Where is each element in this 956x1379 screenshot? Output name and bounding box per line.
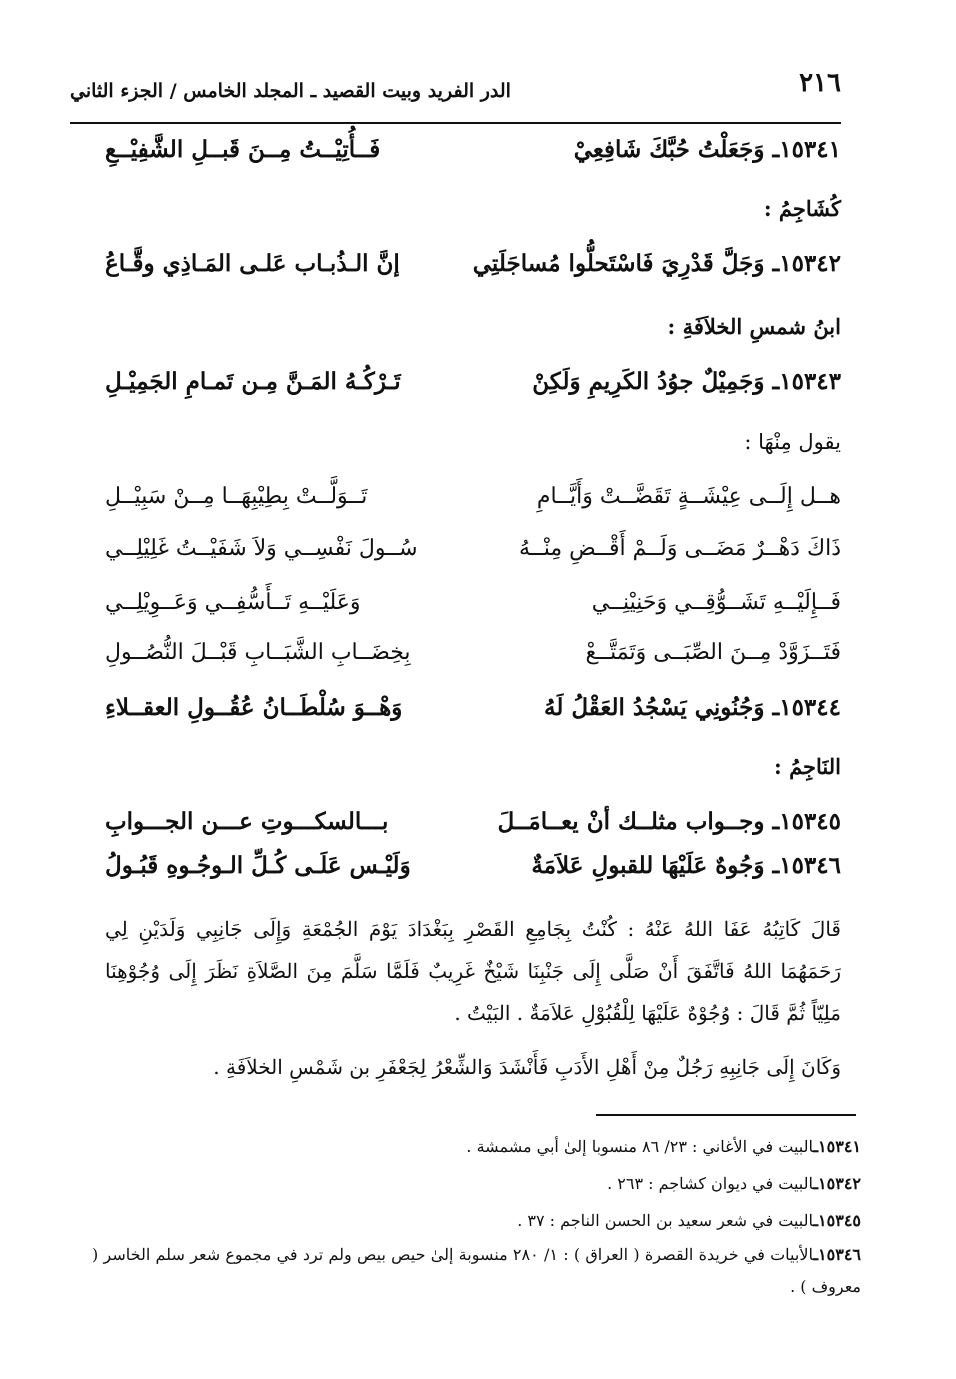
poet-name: كُشَاجِمُ : xyxy=(763,196,841,221)
page-number: ٢١٦ xyxy=(799,68,841,98)
verse-number: ١٥٣٤٤ـ xyxy=(772,694,841,721)
verse-first-hemistich: هــل إِلَــى عِيْشَــةٍ تَقَضَّــتْ وَأَيَّــامِ xyxy=(536,484,841,509)
verse-second-hemistich: فَــأُتِيْــتُ مِــنَ قَبــلِ الشَّفِيْــعِ xyxy=(105,136,381,163)
page-header xyxy=(70,64,841,114)
footnote-number: ١٥٣٤١ـ xyxy=(813,1137,861,1156)
poem-line xyxy=(105,640,841,690)
verse-first-hemistich: وَجَعَلْتُ حُبَّكَ شَافِعِيْ xyxy=(573,136,765,163)
verse-15345 xyxy=(105,808,841,858)
verse-15343 xyxy=(105,368,841,418)
verse-15342 xyxy=(105,250,841,300)
prose-paragraph: وَكَانَ إِلَى جَانِبِهِ رَجُلٌ مِنْ أَهْلِ الأَدَبِ فَأَنْشَدَ وَالشِّعْرُ لِجَعْفَرِ بن شَمْسِ الخلاَفَةِ . xyxy=(213,1055,841,1079)
verse-15344 xyxy=(105,694,841,744)
footnote xyxy=(92,1239,861,1303)
verse-second-hemistich: سُــولَ نَفْسِــي وَلاَ شَفَيْــتُ غَلِيْلِــي xyxy=(105,536,418,561)
poet-name: ابنُ شمسِ الخلاَفَةِ : xyxy=(667,314,841,339)
verse-first-hemistich: وجــواب مثلــك أنْ يعــامَــلَ xyxy=(497,808,765,835)
verse-number: ١٥٣٤١ـ xyxy=(772,136,841,163)
footnote-text: البيت في الأغاني : ٢٣/ ٨٦ منسوبا إلىٰ أبي مشمشة . xyxy=(466,1137,814,1156)
verse-second-hemistich: وَهْــوَ سُلْطَــانُ عُقُــولِ العقــلاءِ xyxy=(105,694,403,721)
poem-line xyxy=(105,484,841,534)
prose-paragraph: قَالَ كَاتِبُهُ عَفَا اللهُ عَنْهُ : كُنْتُ بِجَامِعِ القَصْرِ بِبَغْدَادَ يَوْمَ الجُمْعَةِ وَإِلَى جَانِبِي وَلَدَيْنِ لِي رَحَمَهُمَا اللهُ فَاتَّفَقَ أَنْ صَلَّى إِلَى جَنْبِنَا شَيْخٌ غَرِيبٌ فَلَمَّا سَلَّمَ مِنَ الصَّلاَةِ نَظَرَ إِلَى وُجُوْهِنَا مَلِيّاً ثُمَّ قَالَ : وُجُوْهٌ عَلَيْهَا لِلْقُبُوْلِ عَلاَمَةٌ . البَيْتُ . xyxy=(105,917,841,1025)
footnote-rule xyxy=(596,1114,856,1116)
verse-second-hemistich: بِخِضَــابِ الشَّبَــابِ قَبْــلَ النُّصُــولِ xyxy=(105,640,411,665)
verse-number: ١٥٣٤٢ـ xyxy=(772,250,841,277)
verse-number: ١٥٣٤٥ـ xyxy=(772,808,841,835)
prose-block xyxy=(105,908,841,1088)
verse-number: ١٥٣٤٦ـ xyxy=(772,852,841,879)
poet-name: النَاجِمُ : xyxy=(774,754,841,779)
footnote-number: ١٥٣٤٦ـ xyxy=(813,1245,861,1264)
poem-line xyxy=(105,536,841,586)
poem-line xyxy=(105,590,841,640)
footnote xyxy=(92,1128,861,1165)
verse-first-hemistich: فَتَــزَوَّدْ مِــنَ الصِّبَــى وَتَمَتَّــعْ xyxy=(585,640,841,665)
verse-15346 xyxy=(105,852,841,902)
footnote xyxy=(92,1165,861,1202)
verse-first-hemistich: فَــإِلَيْــهِ تَشَــوُّقِــي وَحَنِيْنِــي xyxy=(591,590,841,615)
verse-first-hemistich: وَجُنُونِي يَسْجُدُ العَقْلُ لَهُ xyxy=(543,694,765,721)
footnote-text: البيت في ديوان كشاجم : ٢٦٣ . xyxy=(607,1174,814,1193)
verse-number: ١٥٣٤٣ـ xyxy=(772,368,841,395)
footnotes xyxy=(92,1128,861,1303)
verse-first-hemistich: وَجَلَّ قَدْرِيَ فَاسْتَحلُّوا مُساجَلَتِي xyxy=(472,250,765,277)
footnote-text: الأبيات في خريدة القصرة ( العراق ) : ١/ ٢٨٠ منسوبة إلىٰ حيص بيص ولم ترد في مجموع شعر سلم الخاسر ( معروف ) . xyxy=(92,1245,861,1296)
running-title: الدر الفريد وبيت القصيد ـ المجلد الخامس / الجزء الثاني xyxy=(70,80,511,102)
verse-first-hemistich: وَجَمِيْلٌ جوُدُ الكَرِيمِ وَلَكِنْ xyxy=(532,368,765,395)
header-rule xyxy=(70,122,841,124)
verse-second-hemistich: وَعَلَيْــهِ تَــأَسُّفِــي وَعَــوِيْلِــي xyxy=(105,590,361,615)
footnote-text: البيت في شعر سعيد بن الحسن الناجم : ٣٧ . xyxy=(517,1211,814,1230)
intro-line: يقول مِنْهَا : xyxy=(744,430,841,454)
footnote-number: ١٥٣٤٢ـ xyxy=(813,1174,861,1193)
footnote xyxy=(92,1202,861,1239)
verse-first-hemistich: ذَاكَ دَهْــرٌ مَضَــى وَلَــمْ أَقْــضِ مِنْــهُ xyxy=(519,536,841,561)
verse-first-hemistich: وَجُوهٌ عَلَيْهَا للقبولِ عَلاَمَةٌ xyxy=(531,852,765,879)
verse-15341 xyxy=(105,136,841,186)
verse-second-hemistich: وَلَيْـس عَلَـى كُـلِّ الـوجُـوهِ قَبُـولُ xyxy=(105,852,411,879)
footnote-number: ١٥٣٤٥ـ xyxy=(813,1211,861,1230)
verse-second-hemistich: بـــالسكـــوتِ عـــن الجـــوابِ xyxy=(105,808,389,835)
verse-second-hemistich: تَـرْكُـهُ المَـنَّ مِـن تَمـامِ الجَمِيْـلِ xyxy=(105,368,401,395)
verse-second-hemistich: تَــوَلَّــتْ بِطِيْبِهَــا مِــنْ سَبِيْــلِ xyxy=(105,484,368,509)
verse-second-hemistich: إنَّ الـذُبـاب عَلـى المَـاذِي وقَّـاعُ xyxy=(105,250,400,277)
